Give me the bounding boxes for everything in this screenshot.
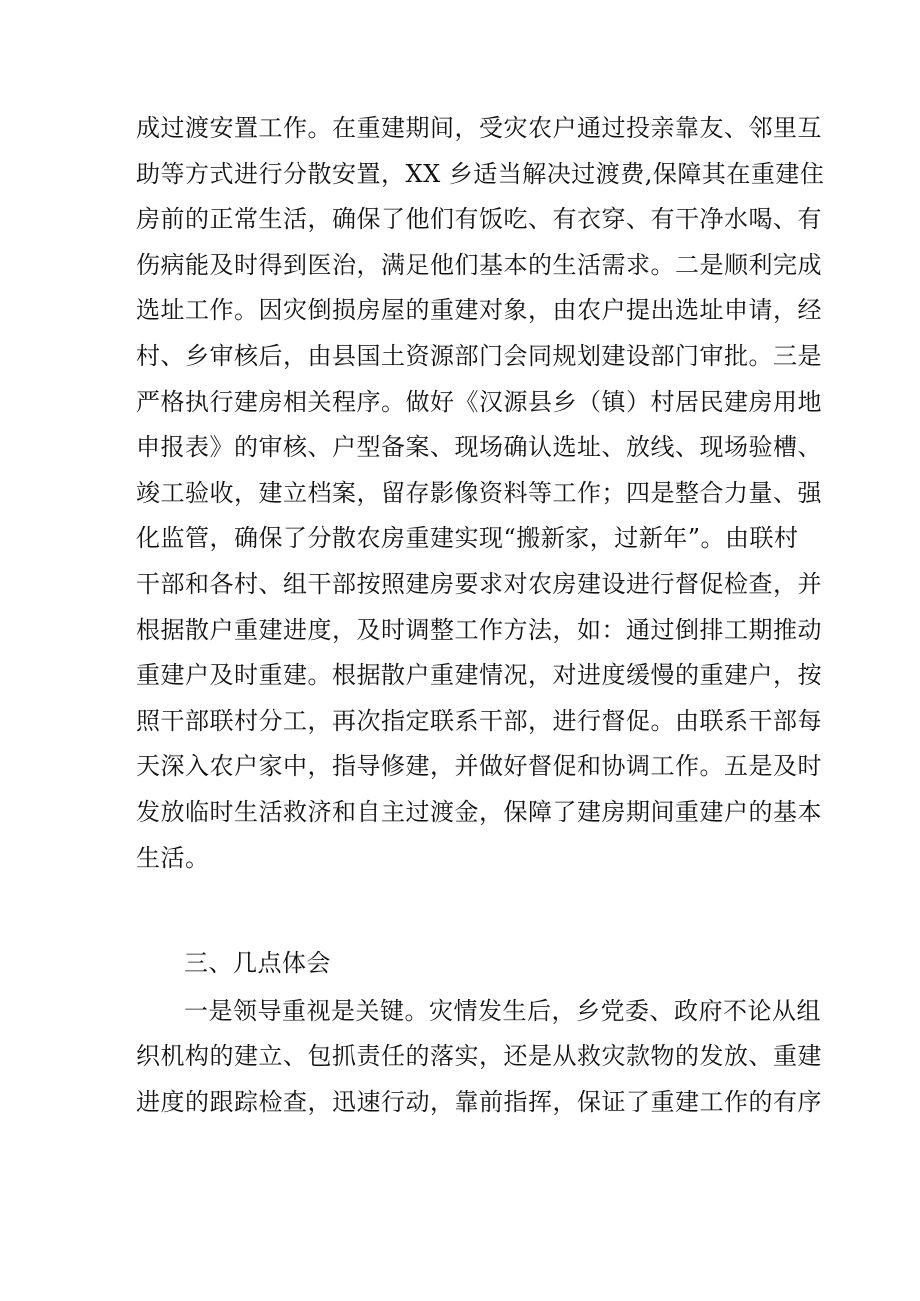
paragraph-continued [136, 106, 825, 881]
text-line: 房前的正常生活，确保了他们有饭吃、有衣穿、有干净水喝、有 [136, 205, 822, 234]
text-line: 伤病能及时得到医治，满足他们基本的生活需求。二是顺利完成 [136, 250, 822, 279]
section-three [136, 941, 822, 1125]
text-line: 照干部联村分工，再次指定联系干部，进行督促。由联系干部每 [136, 706, 822, 735]
text-line: 生活。 [136, 843, 210, 872]
text-line: 助等方式进行分散安置，XX 乡适当解决过渡费,保障其在重建住 [136, 159, 825, 188]
text-line: 村、乡审核后，由县国土资源部门会同规划建设部门审批。三是 [136, 341, 822, 370]
section-heading: 三、几点体会 [184, 949, 331, 977]
text-line: 天深入农户家中，指导修建，并做好督促和协调工作。五是及时 [136, 752, 822, 781]
text-line: 一是领导重视是关键。灾情发生后，乡党委、政府不论从组 [184, 996, 821, 1025]
text-line: 选址工作。因灾倒损房屋的重建对象，由农户提出选址申请，经 [136, 296, 822, 325]
text-line: 化监管，确保了分散农房重建实现“搬新家，过新年”。由联村 [136, 524, 799, 553]
text-line: 根据散户重建进度，及时调整工作方法，如：通过倒排工期推动 [136, 615, 822, 644]
text-line: 竣工验收，建立档案，留存影像资料等工作；四是整合力量、强 [136, 478, 822, 507]
text-line: 进度的跟踪检查，迅速行动，靠前指挥，保证了重建工作的有序 [136, 1087, 822, 1116]
text-line: 织机构的建立、包抓责任的落实，还是从救灾款物的发放、重建 [136, 1042, 822, 1071]
text-line: 申报表》的审核、户型备案、现场确认选址、放线、现场验槽、 [136, 433, 822, 462]
text-line: 严格执行建房相关程序。做好《汉源县乡（镇）村居民建房用地 [136, 387, 822, 416]
text-line: 成过渡安置工作。在重建期间，受灾农户通过投亲靠友、邻里互 [136, 114, 822, 142]
text-line: 干部和各村、组干部按照建房要求对农房建设进行督促检查，并 [136, 569, 822, 598]
text-line: 发放临时生活救济和自主过渡金，保障了建房期间重建户的基本 [136, 797, 822, 826]
text-line: 重建户及时重建。根据散户重建情况，对进度缓慢的重建户，按 [136, 661, 822, 690]
